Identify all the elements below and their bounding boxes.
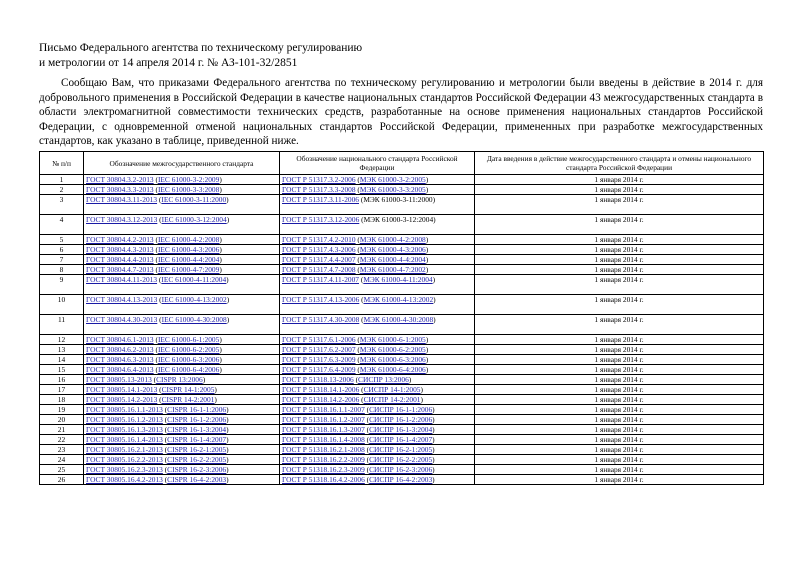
- iec-standard-link[interactable]: IEC 61000-4-11:2004: [161, 275, 227, 284]
- national-standard-link[interactable]: ГОСТ Р 51318.13-2006: [282, 375, 354, 384]
- interstate-cell: ГОСТ 30804.4.11-2013 (IEC 61000-4-11:2004): [84, 275, 280, 295]
- interstate-standard-link[interactable]: ГОСТ 30805.16.1.4-2013: [86, 435, 163, 444]
- interstate-cell: ГОСТ 30804.4.30-2013 (IEC 61000-4-30:2008): [84, 315, 280, 335]
- national-ref-link[interactable]: СИСПР 13:2006: [358, 375, 409, 384]
- national-cell: ГОСТ Р 51317.6.1-2006 (МЭК 61000-6-1:2005): [280, 335, 475, 345]
- row-number: 24: [40, 455, 84, 465]
- interstate-standard-link[interactable]: ГОСТ 30805.16.4.2-2013: [86, 475, 163, 484]
- iec-standard-link[interactable]: CISPR 14-2:2001: [161, 395, 215, 404]
- national-ref-link[interactable]: МЭК 61000-4-30:2008: [363, 315, 434, 324]
- interstate-standard-link[interactable]: ГОСТ 30804.6.2-2013: [86, 345, 154, 354]
- national-standard-link[interactable]: ГОСТ Р 51317.4.2-2010: [282, 235, 356, 244]
- row-number: 19: [40, 405, 84, 415]
- national-cell: ГОСТ Р 51317.3.2-2006 (МЭК 61000-3-2:2005): [280, 175, 475, 185]
- interstate-standard-link[interactable]: ГОСТ 30804.4.11-2013: [86, 275, 158, 284]
- table-row: [40, 415, 764, 425]
- national-standard-link[interactable]: ГОСТ Р 51318.16.1.4-2008: [282, 435, 365, 444]
- iec-standard-link[interactable]: CISPR 14-1:2005: [161, 385, 215, 394]
- national-ref-link[interactable]: МЭК 61000-6-3:2006: [359, 355, 426, 364]
- national-ref-link[interactable]: СИСПР 16-2-3:2006: [369, 465, 433, 474]
- national-standard-link[interactable]: ГОСТ Р 51317.6.3-2009: [282, 355, 356, 364]
- national-cell: ГОСТ Р 51317.3.3-2008 (МЭК 61000-3-3:2005): [280, 185, 475, 195]
- row-number: 18: [40, 395, 84, 405]
- interstate-standard-link[interactable]: ГОСТ 30804.3.3-2013: [86, 185, 154, 194]
- interstate-cell: ГОСТ 30804.4.13-2013 (IEC 61000-4-13:2002): [84, 295, 280, 315]
- interstate-cell: ГОСТ 30804.3.2-2013 (IEC 61000-3-2:2009): [84, 175, 280, 185]
- national-cell: ГОСТ Р 51318.16.2.2-2009 (СИСПР 16-2-2:2005): [280, 455, 475, 465]
- national-standard-link[interactable]: ГОСТ Р 51318.16.2.1-2008: [282, 445, 365, 454]
- table-row: [40, 315, 764, 335]
- national-standard-link[interactable]: ГОСТ Р 51317.3.2-2006: [282, 175, 356, 184]
- iec-standard-link[interactable]: IEC 61000-3-12:2004: [161, 215, 227, 224]
- table-row: [40, 445, 764, 455]
- date-cell: 1 января 2014 г.: [475, 355, 764, 365]
- national-ref-link[interactable]: МЭК 61000-3-3:2005: [359, 185, 426, 194]
- iec-standard-link[interactable]: IEC 61000-4-4:2004: [157, 255, 220, 264]
- interstate-cell: ГОСТ 30805.16.2.1-2013 (CISPR 16-2-1:2005): [84, 445, 280, 455]
- national-cell: ГОСТ Р 51317.4.4-2007 (МЭК 61000-4-4:2004): [280, 255, 475, 265]
- table-row: [40, 335, 764, 345]
- national-ref-link[interactable]: МЭК 61000-4-7:2002: [359, 265, 426, 274]
- national-standard-link[interactable]: ГОСТ Р 51317.4.3-2006: [282, 245, 356, 254]
- table-row: [40, 425, 764, 435]
- table-body: [40, 175, 764, 485]
- national-cell: ГОСТ Р 51318.13-2006 (СИСПР 13:2006): [280, 375, 475, 385]
- table-row: [40, 465, 764, 475]
- interstate-standard-link[interactable]: ГОСТ 30804.3.12-2013: [86, 215, 158, 224]
- interstate-cell: ГОСТ 30804.4.4-2013 (IEC 61000-4-4:2004): [84, 255, 280, 265]
- iec-standard-link[interactable]: IEC 61000-4-2:2008: [157, 235, 220, 244]
- national-standard-link[interactable]: ГОСТ Р 51317.3.3-2008: [282, 185, 356, 194]
- table-row: [40, 195, 764, 215]
- national-ref-link[interactable]: СИСПР 14-1:2005: [363, 385, 421, 394]
- row-number: 11: [40, 315, 84, 335]
- date-cell: 1 января 2014 г.: [475, 255, 764, 265]
- table-row: [40, 405, 764, 415]
- interstate-standard-link[interactable]: ГОСТ 30805.14.1-2013: [86, 385, 158, 394]
- national-standard-link[interactable]: ГОСТ Р 51318.16.1.2-2007: [282, 415, 365, 424]
- national-standard-link[interactable]: ГОСТ Р 51318.16.4.2-2006: [282, 475, 365, 484]
- table-row: [40, 215, 764, 235]
- date-cell: 1 января 2014 г.: [475, 405, 764, 415]
- date-cell: 1 января 2014 г.: [475, 345, 764, 355]
- national-cell: ГОСТ Р 51317.4.30-2008 (МЭК 61000-4-30:2008): [280, 315, 475, 335]
- national-ref-link[interactable]: СИСПР 16-2-2:2005: [369, 455, 433, 464]
- national-cell: ГОСТ Р 51318.16.2.3-2009 (СИСПР 16-2-3:2006): [280, 465, 475, 475]
- iec-standard-link[interactable]: IEC 61000-3-2:2009: [157, 175, 220, 184]
- iec-standard-link[interactable]: CISPR 16-1-2:2006: [167, 415, 227, 424]
- iec-standard-link[interactable]: IEC 61000-6-1:2005: [157, 335, 220, 344]
- row-number: 10: [40, 295, 84, 315]
- table-row: [40, 455, 764, 465]
- interstate-cell: ГОСТ 30804.6.3-2013 (IEC 61000-6-3:2006): [84, 355, 280, 365]
- date-cell: 1 января 2014 г.: [475, 445, 764, 455]
- header-interstate: Обозначение межгосударственного стандарта: [84, 152, 280, 175]
- iec-standard-link[interactable]: IEC 61000-4-13:2002: [161, 295, 227, 304]
- row-number: 25: [40, 465, 84, 475]
- table-row: [40, 435, 764, 445]
- interstate-cell: ГОСТ 30804.4.2-2013 (IEC 61000-4-2:2008): [84, 235, 280, 245]
- interstate-cell: ГОСТ 30805.14.2-2013 (CISPR 14-2:2001): [84, 395, 280, 405]
- national-ref-link[interactable]: МЭК 61000-4-3:2006: [359, 245, 426, 254]
- national-ref-link[interactable]: СИСПР 16-4-2:2003: [369, 475, 433, 484]
- iec-standard-link[interactable]: CISPR 16-1-1:2006: [167, 405, 227, 414]
- national-standard-link[interactable]: ГОСТ Р 51317.4.30-2008: [282, 315, 360, 324]
- national-standard-link[interactable]: ГОСТ Р 51317.6.1-2006: [282, 335, 356, 344]
- row-number: 13: [40, 345, 84, 355]
- row-number: 26: [40, 475, 84, 485]
- iec-standard-link[interactable]: CISPR 16-1-4:2007: [167, 435, 227, 444]
- national-standard-link[interactable]: ГОСТ Р 51317.4.11-2007: [282, 275, 359, 284]
- national-standard-link[interactable]: ГОСТ Р 51317.4.13-2006: [282, 295, 360, 304]
- national-cell: ГОСТ Р 51317.6.3-2009 (МЭК 61000-6-3:2006): [280, 355, 475, 365]
- national-cell: ГОСТ Р 51318.16.1.3-2007 (СИСПР 16-1-3:2004): [280, 425, 475, 435]
- national-ref-link[interactable]: МЭК 61000-4-11:2004: [363, 275, 433, 284]
- national-cell: ГОСТ Р 51318.14.1-2006 (СИСПР 14-1:2005): [280, 385, 475, 395]
- interstate-cell: ГОСТ 30804.4.3-2013 (IEC 61000-4-3:2006): [84, 245, 280, 255]
- iec-standard-link[interactable]: IEC 61000-4-30:2008: [161, 315, 227, 324]
- date-cell: 1 января 2014 г.: [475, 275, 764, 295]
- date-cell: 1 января 2014 г.: [475, 175, 764, 185]
- interstate-cell: ГОСТ 30804.3.11-2013 (IEC 61000-3-11:2000): [84, 195, 280, 215]
- interstate-standard-link[interactable]: ГОСТ 30805.14.2-2013: [86, 395, 158, 404]
- national-ref-link[interactable]: МЭК 61000-6-2:2005: [359, 345, 426, 354]
- interstate-cell: ГОСТ 30805.13-2013 (CISPR 13:2006): [84, 375, 280, 385]
- iec-standard-link[interactable]: CISPR 13:2006: [156, 375, 203, 384]
- iec-standard-link[interactable]: CISPR 16-2-2:2005: [167, 455, 227, 464]
- national-standard-link[interactable]: ГОСТ Р 51318.16.1.3-2007: [282, 425, 365, 434]
- table-row: [40, 295, 764, 315]
- national-cell: ГОСТ Р 51317.3.11-2006 (МЭК 61000-3-11:2000): [280, 195, 475, 215]
- header-date: Дата введения в действие межгосударственного стандарта и отмены национального стандарта Российской Федерации: [475, 152, 764, 175]
- interstate-standard-link[interactable]: ГОСТ 30805.16.2.3-2013: [86, 465, 163, 474]
- national-cell: ГОСТ Р 51317.4.2-2010 (МЭК 61000-4-2:2008): [280, 235, 475, 245]
- row-number: 4: [40, 215, 84, 235]
- national-ref-link[interactable]: МЭК 61000-6-4:2006: [359, 365, 426, 374]
- standards-table: [39, 151, 764, 485]
- national-ref-link[interactable]: СИСПР 16-1-1:2006: [369, 405, 433, 414]
- national-standard-link[interactable]: ГОСТ Р 51317.4.7-2008: [282, 265, 356, 274]
- national-ref-link[interactable]: СИСПР 16-2-1:2005: [369, 445, 433, 454]
- iec-standard-link[interactable]: CISPR 16-2-1:2005: [167, 445, 227, 454]
- interstate-standard-link[interactable]: ГОСТ 30805.16.1.3-2013: [86, 425, 163, 434]
- iec-standard-link[interactable]: IEC 61000-3-11:2000: [161, 195, 227, 204]
- interstate-cell: ГОСТ 30804.3.3-2013 (IEC 61000-3-3:2008): [84, 185, 280, 195]
- national-cell: ГОСТ Р 51318.16.1.2-2007 (СИСПР 16-1-2:2006): [280, 415, 475, 425]
- interstate-cell: ГОСТ 30805.16.4.2-2013 (CISPR 16-4-2:2003): [84, 475, 280, 485]
- title-line-2: и метрологии от 14 апреля 2014 г. № АЗ-101-32/2851: [39, 57, 298, 69]
- interstate-standard-link[interactable]: ГОСТ 30804.4.4-2013: [86, 255, 154, 264]
- iec-standard-link[interactable]: IEC 61000-6-4:2006: [157, 365, 220, 374]
- table-row: [40, 245, 764, 255]
- title-line-1: Письмо Федерального агентства по техническому регулированию: [39, 42, 363, 54]
- table-row: [40, 235, 764, 245]
- national-ref-link[interactable]: СИСПР 14-2:2001: [363, 395, 421, 404]
- interstate-standard-link[interactable]: ГОСТ 30804.4.2-2013: [86, 235, 154, 244]
- iec-standard-link[interactable]: IEC 61000-4-7:2009: [157, 265, 220, 274]
- row-number: 20: [40, 415, 84, 425]
- interstate-cell: ГОСТ 30805.16.2.2-2013 (CISPR 16-2-2:2005): [84, 455, 280, 465]
- iec-standard-link[interactable]: CISPR 16-1-3:2004: [167, 425, 227, 434]
- national-cell: ГОСТ Р 51317.6.2-2007 (МЭК 61000-6-2:2005): [280, 345, 475, 355]
- row-number: 8: [40, 265, 84, 275]
- date-cell: 1 января 2014 г.: [475, 195, 764, 215]
- table-row: [40, 255, 764, 265]
- row-number: 16: [40, 375, 84, 385]
- row-number: 7: [40, 255, 84, 265]
- date-cell: 1 января 2014 г.: [475, 385, 764, 395]
- national-standard-link[interactable]: ГОСТ Р 51318.16.2.2-2009: [282, 455, 365, 464]
- iec-standard-link[interactable]: IEC 61000-6-3:2006: [157, 355, 220, 364]
- interstate-standard-link[interactable]: ГОСТ 30804.3.11-2013: [86, 195, 158, 204]
- date-cell: 1 января 2014 г.: [475, 215, 764, 235]
- national-ref-link[interactable]: СИСПР 16-1-2:2006: [369, 415, 433, 424]
- national-cell: ГОСТ Р 51317.3.12-2006 (МЭК 61000-3-12:2004): [280, 215, 475, 235]
- interstate-cell: ГОСТ 30805.16.1.1-2013 (CISPR 16-1-1:2006): [84, 405, 280, 415]
- header-national: Обозначение национального стандарта Российской Федерации: [280, 152, 475, 175]
- national-standard-link[interactable]: ГОСТ Р 51317.4.4-2007: [282, 255, 356, 264]
- row-number: 23: [40, 445, 84, 455]
- date-cell: 1 января 2014 г.: [475, 475, 764, 485]
- national-cell: ГОСТ Р 51317.4.3-2006 (МЭК 61000-4-3:2006): [280, 245, 475, 255]
- row-number: 2: [40, 185, 84, 195]
- table-row: [40, 385, 764, 395]
- row-number: 21: [40, 425, 84, 435]
- date-cell: 1 января 2014 г.: [475, 425, 764, 435]
- row-number: 17: [40, 385, 84, 395]
- interstate-cell: ГОСТ 30805.16.1.4-2013 (CISPR 16-1-4:2007): [84, 435, 280, 445]
- iec-standard-link[interactable]: IEC 61000-4-3:2006: [157, 245, 220, 254]
- iec-standard-link[interactable]: IEC 61000-6-2:2005: [157, 345, 220, 354]
- interstate-cell: ГОСТ 30804.3.12-2013 (IEC 61000-3-12:2004): [84, 215, 280, 235]
- date-cell: 1 января 2014 г.: [475, 455, 764, 465]
- date-cell: 1 января 2014 г.: [475, 375, 764, 385]
- interstate-standard-link[interactable]: ГОСТ 30805.16.2.2-2013: [86, 455, 163, 464]
- table-row: [40, 475, 764, 485]
- date-cell: 1 января 2014 г.: [475, 245, 764, 255]
- national-cell: ГОСТ Р 51317.4.11-2007 (МЭК 61000-4-11:2004): [280, 275, 475, 295]
- table-row: [40, 355, 764, 365]
- national-standard-link[interactable]: ГОСТ Р 51318.14.1-2006: [282, 385, 360, 394]
- interstate-cell: ГОСТ 30805.16.2.3-2013 (CISPR 16-2-3:2006): [84, 465, 280, 475]
- interstate-cell: ГОСТ 30805.16.1.3-2013 (CISPR 16-1-3:2004): [84, 425, 280, 435]
- interstate-standard-link[interactable]: ГОСТ 30804.6.1-2013: [86, 335, 154, 344]
- interstate-standard-link[interactable]: ГОСТ 30805.13-2013: [86, 375, 152, 384]
- interstate-standard-link[interactable]: ГОСТ 30804.4.3-2013: [86, 245, 154, 254]
- date-cell: 1 января 2014 г.: [475, 365, 764, 375]
- date-cell: 1 января 2014 г.: [475, 185, 764, 195]
- date-cell: 1 января 2014 г.: [475, 265, 764, 275]
- national-ref-link[interactable]: МЭК 61000-4-2:2008: [359, 235, 426, 244]
- iec-standard-link[interactable]: CISPR 16-4-2:2003: [167, 475, 227, 484]
- national-cell: ГОСТ Р 51318.16.2.1-2008 (СИСПР 16-2-1:2005): [280, 445, 475, 455]
- table-row: [40, 395, 764, 405]
- interstate-cell: ГОСТ 30804.4.7-2013 (IEC 61000-4-7:2009): [84, 265, 280, 275]
- table-row: [40, 375, 764, 385]
- national-cell: ГОСТ Р 51317.6.4-2009 (МЭК 61000-6-4:2006): [280, 365, 475, 375]
- interstate-standard-link[interactable]: ГОСТ 30805.16.2.1-2013: [86, 445, 163, 454]
- interstate-standard-link[interactable]: ГОСТ 30804.6.4-2013: [86, 365, 154, 374]
- interstate-standard-link[interactable]: ГОСТ 30804.6.3-2013: [86, 355, 154, 364]
- interstate-standard-link[interactable]: ГОСТ 30804.4.7-2013: [86, 265, 154, 274]
- national-ref-link[interactable]: МЭК 61000-3-2:2005: [359, 175, 426, 184]
- row-number: 22: [40, 435, 84, 445]
- interstate-cell: ГОСТ 30804.6.4-2013 (IEC 61000-6-4:2006): [84, 365, 280, 375]
- interstate-standard-link[interactable]: ГОСТ 30804.4.13-2013: [86, 295, 158, 304]
- table-row: [40, 175, 764, 185]
- header-num: № п/п: [40, 152, 84, 175]
- national-standard-link[interactable]: ГОСТ Р 51317.3.12-2006: [282, 215, 360, 224]
- table-row: [40, 365, 764, 375]
- table-row: [40, 265, 764, 275]
- row-number: 3: [40, 195, 84, 215]
- interstate-standard-link[interactable]: ГОСТ 30804.4.30-2013: [86, 315, 158, 324]
- table-header-row: [40, 152, 764, 175]
- national-standard-link[interactable]: ГОСТ Р 51318.16.2.3-2009: [282, 465, 365, 474]
- interstate-cell: ГОСТ 30805.16.1.2-2013 (CISPR 16-1-2:2006): [84, 415, 280, 425]
- national-cell: ГОСТ Р 51318.16.4.2-2006 (СИСПР 16-4-2:2003): [280, 475, 475, 485]
- date-cell: 1 января 2014 г.: [475, 295, 764, 315]
- date-cell: 1 января 2014 г.: [475, 465, 764, 475]
- row-number: 14: [40, 355, 84, 365]
- national-ref-link[interactable]: МЭК 61000-6-1:2005: [359, 335, 426, 344]
- date-cell: 1 января 2014 г.: [475, 435, 764, 445]
- interstate-cell: ГОСТ 30805.14.1-2013 (CISPR 14-1:2005): [84, 385, 280, 395]
- document-title: [39, 41, 362, 71]
- national-standard-link[interactable]: ГОСТ Р 51318.16.1.1-2007: [282, 405, 365, 414]
- row-number: 9: [40, 275, 84, 295]
- intro-paragraph: Сообщаю Вам, что приказами Федерального агентства по техническому регулированию и метрологии были введены в действие в 2014 г. для добровольного применения в Российской Федерации в качестве национальных стандартов Российской Федерации 43 межгосударственных стандарта в области электромагнитной совместимости технических средств, разработанные на основе применения национальных стандартов Российской Федерации, с одновременной отменой национальных стандартов Российской Федерации, примененных при разработке межгосударственных стандартов, как указано в таблице, приведенной ниже.: [39, 77, 763, 148]
- row-number: 5: [40, 235, 84, 245]
- interstate-cell: ГОСТ 30804.6.2-2013 (IEC 61000-6-2:2005): [84, 345, 280, 355]
- national-cell: ГОСТ Р 51317.4.13-2006 (МЭК 61000-4-13:2002): [280, 295, 475, 315]
- national-standard-link[interactable]: ГОСТ Р 51317.6.4-2009: [282, 365, 356, 374]
- national-cell: ГОСТ Р 51317.4.7-2008 (МЭК 61000-4-7:2002): [280, 265, 475, 275]
- table-row: [40, 345, 764, 355]
- table-row: [40, 185, 764, 195]
- interstate-standard-link[interactable]: ГОСТ 30805.16.1.2-2013: [86, 415, 163, 424]
- row-number: 12: [40, 335, 84, 345]
- national-cell: ГОСТ Р 51318.16.1.1-2007 (СИСПР 16-1-1:2006): [280, 405, 475, 415]
- iec-standard-link[interactable]: IEC 61000-3-3:2008: [157, 185, 220, 194]
- date-cell: 1 января 2014 г.: [475, 395, 764, 405]
- table-row: [40, 275, 764, 295]
- date-cell: 1 января 2014 г.: [475, 335, 764, 345]
- national-standard-link[interactable]: ГОСТ Р 51317.6.2-2007: [282, 345, 356, 354]
- interstate-cell: ГОСТ 30804.6.1-2013 (IEC 61000-6-1:2005): [84, 335, 280, 345]
- national-ref-link[interactable]: СИСПР 16-1-3:2004: [369, 425, 433, 434]
- interstate-standard-link[interactable]: ГОСТ 30805.16.1.1-2013: [86, 405, 163, 414]
- national-ref-text: МЭК 61000-3-11:2000: [363, 195, 433, 204]
- national-ref-link[interactable]: МЭК 61000-4-13:2002: [363, 295, 434, 304]
- national-standard-link[interactable]: ГОСТ Р 51318.14.2-2006: [282, 395, 360, 404]
- national-standard-link[interactable]: ГОСТ Р 51317.3.11-2006: [282, 195, 359, 204]
- row-number: 1: [40, 175, 84, 185]
- national-cell: ГОСТ Р 51318.16.1.4-2008 (СИСПР 16-1-4:2007): [280, 435, 475, 445]
- date-cell: 1 января 2014 г.: [475, 415, 764, 425]
- interstate-standard-link[interactable]: ГОСТ 30804.3.2-2013: [86, 175, 154, 184]
- national-cell: ГОСТ Р 51318.14.2-2006 (СИСПР 14-2:2001): [280, 395, 475, 405]
- date-cell: 1 января 2014 г.: [475, 315, 764, 335]
- date-cell: 1 января 2014 г.: [475, 235, 764, 245]
- row-number: 6: [40, 245, 84, 255]
- row-number: 15: [40, 365, 84, 375]
- national-ref-text: МЭК 61000-3-12:2004: [363, 215, 434, 224]
- national-ref-link[interactable]: СИСПР 16-1-4:2007: [369, 435, 433, 444]
- national-ref-link[interactable]: МЭК 61000-4-4:2004: [359, 255, 426, 264]
- iec-standard-link[interactable]: CISPR 16-2-3:2006: [167, 465, 227, 474]
